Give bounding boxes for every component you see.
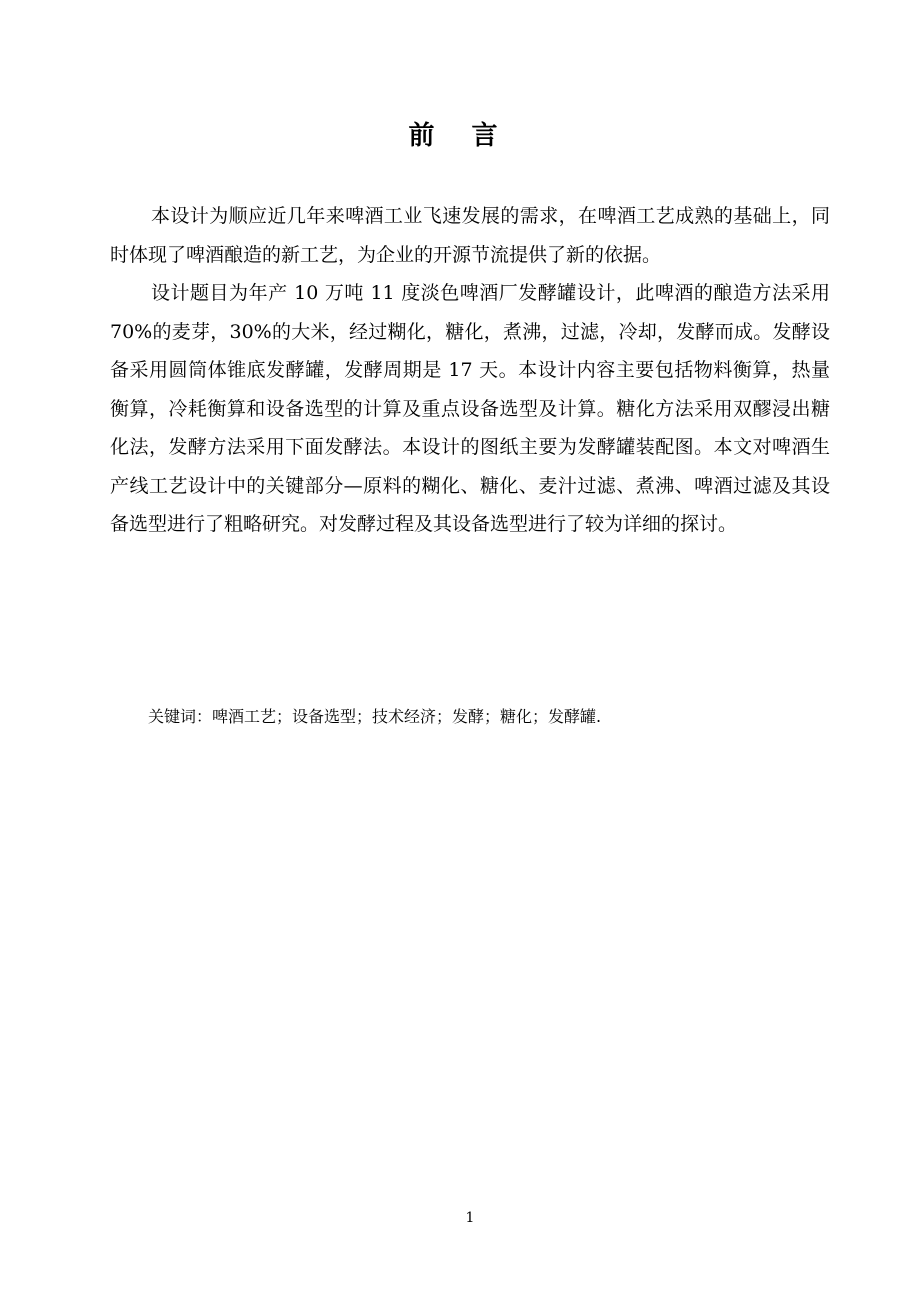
preface-body (110, 197, 830, 544)
page-title: 前 言 (408, 121, 512, 151)
paragraph-design-details: 设计题目为年产 10 万吨 11 度淡色啤酒厂发酵罐设计，此啤酒的酿造方法采用 70%的麦芽，30%的大米，经过糊化，糖化，煮沸，过滤，冷却，发酵而成。发酵设备采用圆筒体锥底发酵罐，发酵周期是 17 天。本设计内容主要包括物料衡算，热量衡算，冷耗衡算和设备选型的计算及重点设备选型及计算。糖化方法采用双醪浸出糖化法，发酵方法采用下面发酵法。本设计的图纸主要为发酵罐装配图。本文对啤酒生产线工艺设计中的关键部分—原料的糊化、糖化、麦汁过滤、煮沸、啤酒过滤及其设备选型进行了粗略研究。对发酵过程及其设备选型进行了较为详细的探讨。 (110, 282, 830, 535)
page-number: 1 (465, 1210, 475, 1226)
keywords-line: 关键词：啤酒工艺；设备选型；技术经济；发酵；糖化；发酵罐. (148, 707, 602, 726)
paragraph-intro: 本设计为顺应近几年来啤酒工业飞速发展的需求，在啤酒工艺成熟的基础上，同时体现了啤酒酿造的新工艺，为企业的开源节流提供了新的依据。 (110, 205, 830, 266)
